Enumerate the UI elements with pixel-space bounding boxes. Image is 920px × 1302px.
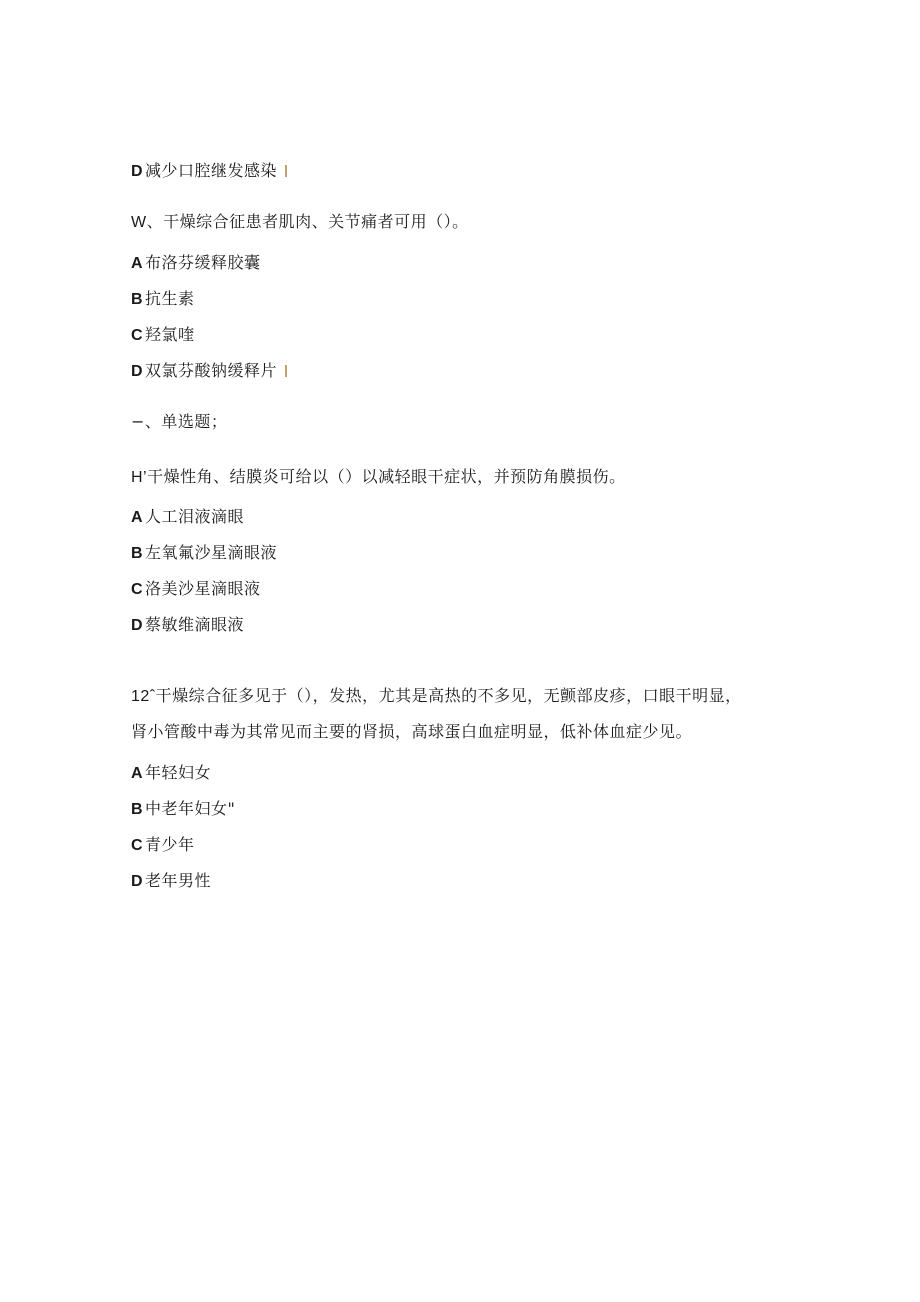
option-letter: D xyxy=(131,163,144,180)
q11-option-b xyxy=(131,543,277,564)
option-letter: D xyxy=(131,363,144,380)
option-letter: D xyxy=(131,873,144,890)
q12-option-b xyxy=(131,799,235,820)
answer-mark xyxy=(285,165,287,177)
question-number: H’ xyxy=(131,469,148,486)
option-text: 青少年 xyxy=(145,835,195,854)
option-letter: C xyxy=(131,581,144,598)
question-10 xyxy=(131,212,469,233)
option-text: 羟氯喹 xyxy=(145,325,195,344)
option-letter: B xyxy=(131,801,144,818)
question-text-line-1: 干燥综合征多见于（），发热，尤其是高热的不多见，无颤部皮疹，口眼干明显， xyxy=(155,686,742,705)
option-letter: D xyxy=(131,617,144,634)
q11-option-a xyxy=(131,507,244,528)
option-text: 洛美沙星滴眼液 xyxy=(145,579,261,598)
q11-option-d xyxy=(131,615,244,636)
answer-mark xyxy=(285,365,287,377)
q10-option-d xyxy=(131,361,287,382)
question-12-continued xyxy=(131,722,692,742)
q10-option-a xyxy=(131,253,261,274)
option-text: 布洛芬缓释胶囊 xyxy=(145,253,261,272)
question-number: W、 xyxy=(131,214,164,231)
question-11 xyxy=(131,467,626,488)
option-letter: A xyxy=(131,765,144,782)
question-text: 干燥性角、结膜炎可给以（）以减轻眼干症状，并预防角膜损伤。 xyxy=(147,467,626,486)
option-text: 双氯芬酸钠缓释片 xyxy=(145,361,278,380)
option-text: 老年男性 xyxy=(145,871,212,890)
q12-option-c xyxy=(131,835,195,856)
option-text: 抗生素 xyxy=(145,289,195,308)
option-letter: B xyxy=(131,545,144,562)
q12-option-d xyxy=(131,871,211,892)
section-title: −、单选题； xyxy=(131,412,228,431)
question-12 xyxy=(131,686,742,707)
option-text: 蔡敏维滴眼液 xyxy=(145,615,245,634)
option-text: 年轻妇女 xyxy=(145,763,212,782)
option-text: 左氧氟沙星滴眼液 xyxy=(145,543,278,562)
option-text: 人工泪液滴眼 xyxy=(145,507,245,526)
question-text-line-2: 肾小管酸中毒为其常见而主要的肾损，高球蛋白血症明显，低补体血症少见。 xyxy=(131,722,693,741)
question-text: 干燥综合征患者肌肉、关节痛者可用（）。 xyxy=(163,212,469,231)
q11-option-c xyxy=(131,579,261,600)
option-letter: B xyxy=(131,291,144,308)
q10-option-b xyxy=(131,289,195,310)
option-letter: C xyxy=(131,327,144,344)
option-letter: A xyxy=(131,509,144,526)
option-d-prev xyxy=(131,161,287,182)
option-text: 中老年妇女" xyxy=(145,799,236,818)
q12-option-a xyxy=(131,763,211,784)
option-text: 减少口腔继发感染 xyxy=(145,161,278,180)
q10-option-c xyxy=(131,325,195,346)
option-letter: C xyxy=(131,837,144,854)
question-number: 12ˆ xyxy=(131,688,156,705)
option-letter: A xyxy=(131,255,144,272)
